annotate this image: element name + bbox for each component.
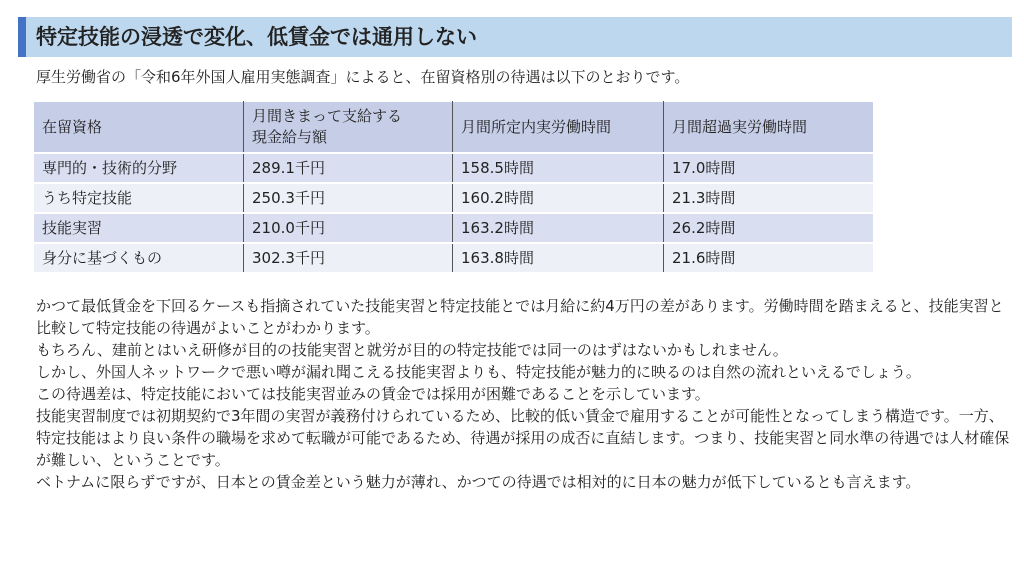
- table-header-cell: 在留資格: [34, 102, 244, 154]
- title-accent-stripe: [18, 17, 26, 57]
- table-cell: 163.2時間: [453, 213, 664, 243]
- page-title: 特定技能の浸透で変化、低賃金では通用しない: [36, 25, 477, 49]
- body-paragraph: かつて最低賃金を下回るケースも指摘されていた技能実習と特定技能とでは月給に約4万円の差があります。労働時間を踏まえると、技能実習と比較して特定技能の待遇がよいことがわかります。: [36, 297, 1004, 337]
- table-cell: 289.1千円: [244, 153, 453, 183]
- table-cell: 17.0時間: [664, 153, 874, 183]
- table-cell: 158.5時間: [453, 153, 664, 183]
- table-cell: 163.8時間: [453, 243, 664, 273]
- table-cell: 身分に基づくもの: [34, 243, 244, 273]
- table-row: [34, 183, 874, 213]
- table-cell: 210.0千円: [244, 213, 453, 243]
- table-header-cell: 月間超過実労働時間: [664, 102, 874, 154]
- table-row: [34, 243, 874, 273]
- table-cell: 160.2時間: [453, 183, 664, 213]
- body-paragraph: ベトナムに限らずですが、日本との賃金差という魅力が薄れ、かつての待遇では相対的に日本の魅力が低下しているとも言えます。: [36, 473, 921, 491]
- wage-table: [33, 101, 874, 274]
- table-row: [34, 153, 874, 183]
- table-header-row: [34, 102, 874, 154]
- title-bar: [18, 17, 1012, 57]
- intro-text: 厚生労働省の「令和6年外国人雇用実態調査」によると、在留資格別の待遇は以下のとおりです。: [36, 68, 690, 86]
- table-cell: うち特定技能: [34, 183, 244, 213]
- table-cell: 技能実習: [34, 213, 244, 243]
- table-cell: 専門的・技術的分野: [34, 153, 244, 183]
- table-header-cell: 月間きまって支給する 現金給与額: [244, 102, 453, 154]
- table-cell: 250.3千円: [244, 183, 453, 213]
- body-text: [36, 295, 1011, 493]
- body-paragraph: もちろん、建前とはいえ研修が目的の技能実習と就労が目的の特定技能では同一のはずはないかもしれません。: [36, 341, 788, 359]
- body-paragraph: 技能実習制度では初期契約で3年間の実習が義務付けられているため、比較的低い賃金で雇用することが可能性となってしまう構造です。一方、特定技能はより良い条件の職場を求めて転職が可能であるため、待遇が採用の成否に直結します。つまり、技能実習と同水準の待遇では人材確保が難しい、ということです。: [36, 407, 1010, 469]
- body-paragraph: しかし、外国人ネットワークで悪い噂が漏れ聞こえる技能実習よりも、特定技能が魅力的に映るのは自然の流れといえるでしょう。: [36, 363, 921, 381]
- table-cell: 21.6時間: [664, 243, 874, 273]
- body-paragraph: この待遇差は、特定技能においては技能実習並みの賃金では採用が困難であることを示しています。: [36, 385, 710, 403]
- table-header-cell: 月間所定内実労働時間: [453, 102, 664, 154]
- table-cell: 26.2時間: [664, 213, 874, 243]
- table-row: [34, 213, 874, 243]
- table-cell: 21.3時間: [664, 183, 874, 213]
- table-cell: 302.3千円: [244, 243, 453, 273]
